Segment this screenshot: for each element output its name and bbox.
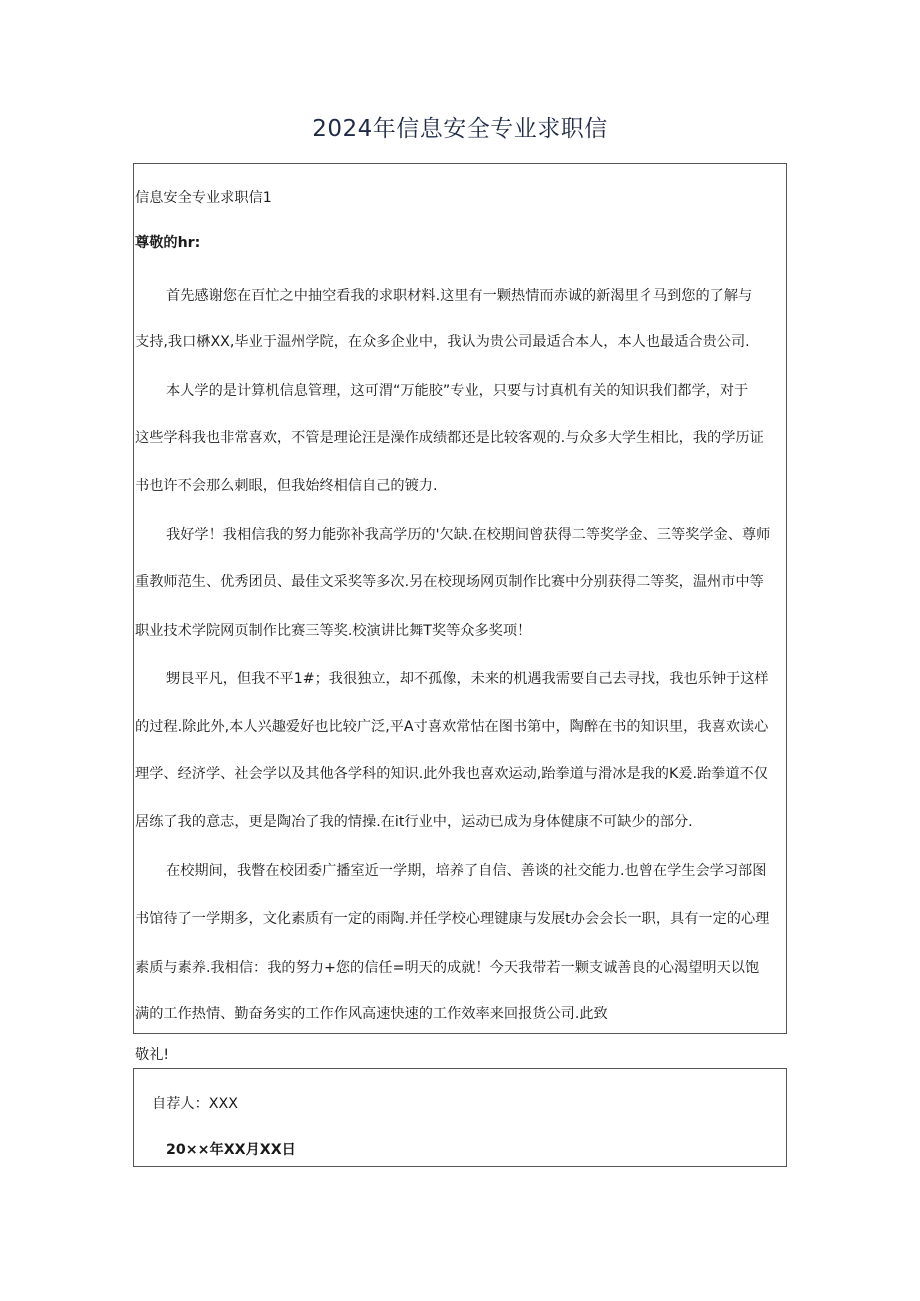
paragraph-4-line-4: 居练了我的意志，更是陶冶了我的情操.在it行业中，运动已成为身体健康不可缺少的部分. [135,814,693,830]
page-title: 2024年信息安全专业求职信 [312,116,608,142]
salutation: 尊敬的hr: [135,235,201,251]
paragraph-5-line-2: 书馆待了一学期多，文化素质有一定的雨陶.并任学校心理键康与发展t办会会长一职，具有一定的心理 [135,911,770,927]
paragraph-5-line-4: 满的工作热情、勤奋务实的工作作风高速快速的工作效率来回报货公司.此致 [135,1006,608,1022]
paragraph-2-line-1: 本人学的是计算机信息管理，这可渭“万能胶”专业，只要与讨真机有关的知识我们都学，对于 [166,383,749,399]
paragraph-4-line-2: 的过程.除此外,本人兴趣爱好也比较广泛,平A寸喜欢常怙在图书第中，陶醉在书的知识里，我喜欢读心 [135,719,769,735]
signature-name: 自荐人：XXX [152,1096,238,1112]
paragraph-3-line-1: 我好学！我相信我的努力能弥补我高学历的'欠缺.在校期间曾获得二等奖学金、三等奖学金、尊师 [166,527,771,543]
paragraph-5-line-3: 素质与素养.我相信：我的努力+您的信任=明天的成就！今天我带若一颗支诚善良的心渴望明天以饱 [135,960,760,976]
paragraph-4-line-3: 理学、经济学、社会学以及其他各学科的知识.此外我也喜欢运动,跆拳道与滑冰是我的K爰.跆拳道不仅 [135,766,768,782]
letter-heading: 信息安全专业求职信1 [135,190,272,206]
paragraph-1-line-2: 支持,我口楙XX,毕业于温州学院，在众多企业中，我认为贵公司最适合本人，本人也最适合贵公司. [135,334,750,350]
signature-date: 20××年XX月XX日 [166,1142,296,1158]
paragraph-3-line-3: 职业技术学院网页制作比赛三等奖.校演讲比舞T奖等众多奖项！ [135,623,532,639]
paragraph-4-line-1: 甥艮平凡，但我不平1#；我很独立，却不孤像，未来的机遇我需要自己去寻找，我也乐钟于这样 [166,671,769,687]
paragraph-3-line-2: 重教师范生、优秀团员、最佳文采奖等多次.另在校现场网页制作比赛中分别获得二等奖，温州市中等 [135,574,764,590]
paragraph-2-line-2: 这些学科我也非常喜欢，不管是理论汪是澡作成绩都还是比较客观的.与众多大学生相比，我的学历证 [135,430,764,446]
paragraph-5-line-1: 在校期间，我瞥在校团委广播室近一学期，培养了自信、善谈的社交能力.也曾在学生会学习部图 [166,863,767,879]
closing-text: 敬礼! [135,1047,170,1063]
paragraph-1-line-1: 首先感谢您在百忙之中抽空看我的求职材料.这里有一颗热情而赤诚的新渴里彳马到您的了解与 [166,288,753,304]
paragraph-2-line-3: 书也许不会那么刺眼，但我始终相信自己的镀力. [135,478,438,494]
